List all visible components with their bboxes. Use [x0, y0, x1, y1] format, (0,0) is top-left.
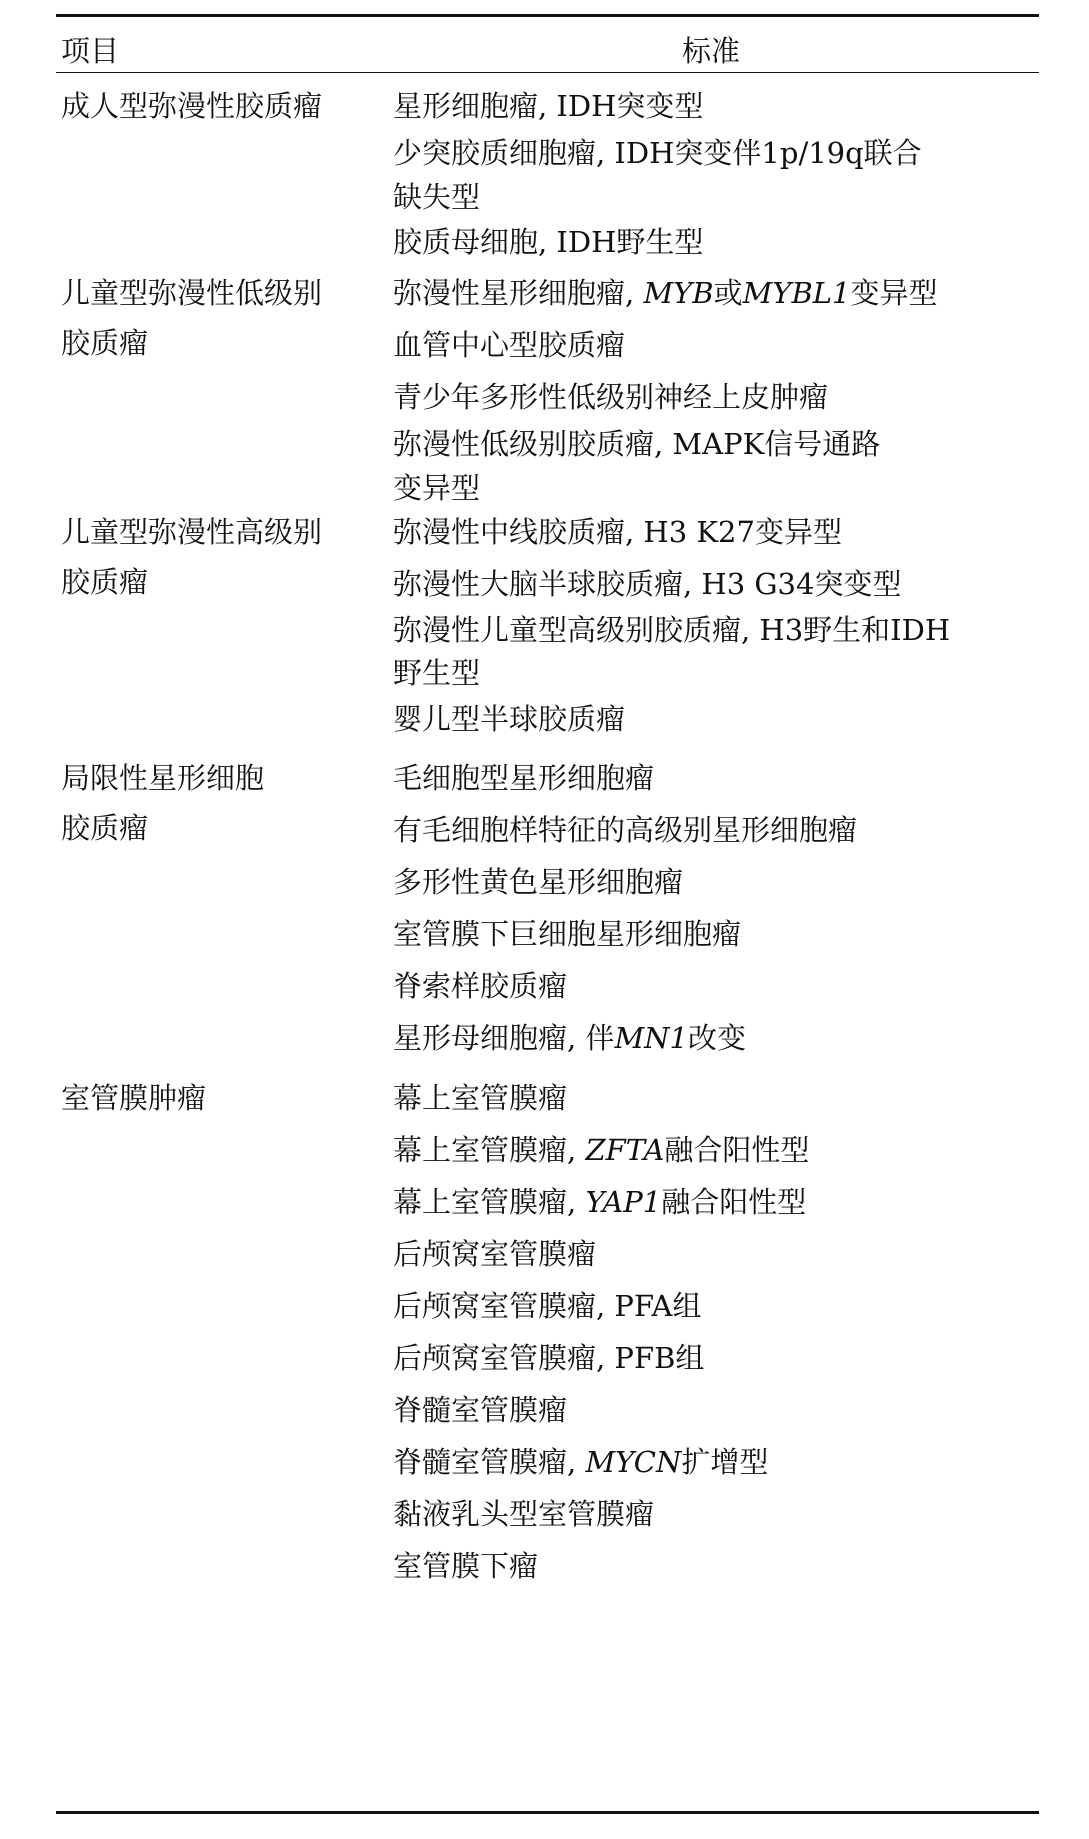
- category-label: 室管膜肿瘤: [61, 1081, 207, 1115]
- gene-name: MYBL1: [742, 276, 851, 310]
- line-text: 改变: [687, 1021, 746, 1055]
- standard-line: 室管膜下瘤: [393, 1549, 539, 1583]
- gene-name: YAP1: [585, 1185, 662, 1219]
- line-text: 幕上室管膜瘤,: [393, 1185, 586, 1219]
- line-text: 弥漫性星形细胞瘤,: [393, 276, 644, 310]
- standard-line: 幕上室管膜瘤: [393, 1081, 568, 1115]
- table-bottom-rule: [56, 1811, 1039, 1814]
- standard-line: [393, 275, 937, 311]
- standard-line: 脊髓室管膜瘤: [393, 1393, 568, 1427]
- standard-line: 弥漫性儿童型高级别胶质瘤, H3野生和IDH: [393, 613, 951, 647]
- category-line: 胶质瘤: [61, 565, 149, 599]
- standard-line: 多形性黄色星形细胞瘤: [393, 865, 684, 899]
- category-line: 胶质瘤: [61, 326, 149, 360]
- gene-name: MN1: [614, 1021, 688, 1055]
- header-standard: 标准: [682, 34, 741, 68]
- line-text: 幕上室管膜瘤,: [393, 1133, 586, 1167]
- category-line: 局限性星形细胞: [61, 761, 265, 795]
- standard-line: 弥漫性中线胶质瘤, H3 K27变异型: [393, 515, 842, 549]
- category-label: 成人型弥漫性胶质瘤: [61, 89, 323, 123]
- line-text: 变异型: [850, 276, 938, 310]
- standard-line: 婴儿型半球胶质瘤: [393, 702, 626, 736]
- standard-line: 血管中心型胶质瘤: [393, 328, 626, 362]
- classification-table: [56, 14, 1039, 1814]
- standard-line: [393, 1184, 806, 1220]
- category-line: 儿童型弥漫性高级别: [61, 515, 323, 549]
- standard-line: 后颅窝室管膜瘤, PFA组: [393, 1289, 702, 1323]
- standard-line: [393, 1444, 768, 1480]
- category-label: [61, 753, 381, 853]
- table-body: [56, 73, 1039, 1811]
- table-header: [56, 17, 1039, 72]
- category-label: [61, 268, 381, 368]
- line-text: 或: [713, 276, 743, 310]
- line-text: 脊髓室管膜瘤,: [393, 1445, 586, 1479]
- gene-name: MYB: [643, 276, 714, 310]
- standard-line: 青少年多形性低级别神经上皮肿瘤: [393, 380, 829, 414]
- standard-line: 脊索样胶质瘤: [393, 969, 568, 1003]
- category-label: [61, 507, 381, 607]
- standard-line: [393, 1020, 746, 1056]
- standard-line: 缺失型: [393, 180, 481, 214]
- standard-line: 变异型: [393, 471, 481, 505]
- standard-line: 星形细胞瘤, IDH突变型: [393, 89, 704, 123]
- standard-line: 黏液乳头型室管膜瘤: [393, 1497, 655, 1531]
- category-line: 胶质瘤: [61, 811, 149, 845]
- standard-line: 少突胶质细胞瘤, IDH突变伴1p/19q联合: [393, 136, 922, 170]
- standard-line: [393, 1132, 809, 1168]
- standard-line: 弥漫性大脑半球胶质瘤, H3 G34突变型: [393, 567, 902, 601]
- standard-line: 有毛细胞样特征的高级别星形细胞瘤: [393, 813, 858, 847]
- gene-name: MYCN: [585, 1445, 682, 1479]
- line-text: 星形母细胞瘤, 伴: [393, 1021, 615, 1055]
- category-line: 儿童型弥漫性低级别: [61, 276, 323, 310]
- line-text: 融合阳性型: [661, 1185, 807, 1219]
- standard-line: 弥漫性低级别胶质瘤, MAPK信号通路: [393, 427, 881, 461]
- line-text: 扩增型: [681, 1445, 769, 1479]
- standard-line: 后颅窝室管膜瘤: [393, 1237, 597, 1271]
- header-item: 项目: [61, 34, 120, 68]
- standard-line: 后颅窝室管膜瘤, PFB组: [393, 1341, 705, 1375]
- gene-name: ZFTA: [585, 1133, 665, 1167]
- standard-line: 室管膜下巨细胞星形细胞瘤: [393, 917, 742, 951]
- standard-line: 胶质母细胞, IDH野生型: [393, 225, 704, 259]
- standard-line: 野生型: [393, 656, 481, 690]
- standard-line: 毛细胞型星形细胞瘤: [393, 761, 655, 795]
- line-text: 融合阳性型: [664, 1133, 810, 1167]
